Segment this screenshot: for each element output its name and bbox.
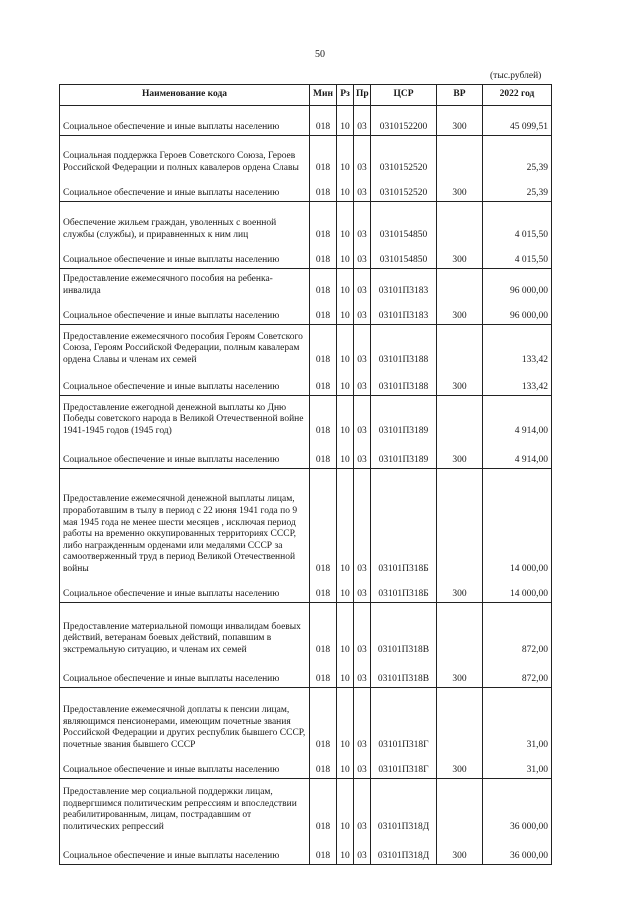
table-row (60, 658, 552, 688)
cell-vr (437, 202, 483, 243)
cell-vr (437, 269, 483, 299)
cell-min: 018 (310, 577, 337, 603)
cell-name: Социальное обеспечение и иные выплаты населению (60, 439, 310, 469)
header-pr: Пр (354, 85, 371, 106)
cell-min: 018 (310, 106, 337, 136)
cell-min: 018 (310, 396, 337, 439)
cell-pr: 03 (354, 106, 371, 136)
header-year: 2022 год (483, 85, 552, 106)
table-row (60, 299, 552, 325)
cell-min: 018 (310, 439, 337, 469)
cell-rz: 10 (337, 603, 354, 658)
cell-name: Социальное обеспечение и иные выплаты населению (60, 176, 310, 202)
cell-pr: 03 (354, 439, 371, 469)
cell-vr: 300 (437, 835, 483, 865)
table-header-row (60, 85, 552, 106)
cell-pr: 03 (354, 658, 371, 688)
table-row (60, 835, 552, 865)
cell-csr: 03101П3188 (371, 325, 437, 368)
cell-csr: 03101П3188 (371, 368, 437, 396)
cell-csr: 03101П3183 (371, 269, 437, 299)
table-row (60, 202, 552, 243)
cell-sum: 96 000,00 (483, 269, 552, 299)
header-name: Наименование кода (60, 85, 310, 106)
cell-rz: 10 (337, 835, 354, 865)
cell-min: 018 (310, 835, 337, 865)
cell-rz: 10 (337, 439, 354, 469)
cell-min: 018 (310, 688, 337, 753)
cell-rz: 10 (337, 779, 354, 835)
table-row (60, 176, 552, 202)
cell-csr: 0310154850 (371, 243, 437, 269)
cell-name: Социальное обеспечение и иные выплаты населению (60, 577, 310, 603)
cell-min: 018 (310, 603, 337, 658)
cell-name: Предоставление ежегодной денежной выплаты ко Дню Победы советского народа в Великой Отечественной войне 1941-1945 годов (1945 год) (60, 396, 310, 439)
cell-vr (437, 396, 483, 439)
cell-min: 018 (310, 269, 337, 299)
cell-name: Обеспечение жильем граждан, уволенных с военной службы (службы), и приравненных к ним лиц (60, 202, 310, 243)
cell-min: 018 (310, 299, 337, 325)
cell-name: Социальное обеспечение и иные выплаты населению (60, 106, 310, 136)
cell-sum: 4 914,00 (483, 396, 552, 439)
cell-sum: 14 000,00 (483, 577, 552, 603)
table-row (60, 603, 552, 658)
cell-name: Предоставление ежемесячной доплаты к пенсии лицам, являющимся пенсионерами, имеющим почетные звания Российской Федерации и других республик бывшего СССР, почетные звания бывшего СССР (60, 688, 310, 753)
cell-min: 018 (310, 325, 337, 368)
cell-rz: 10 (337, 136, 354, 176)
cell-pr: 03 (354, 835, 371, 865)
cell-sum: 36 000,00 (483, 779, 552, 835)
cell-min: 018 (310, 658, 337, 688)
cell-min: 018 (310, 469, 337, 577)
header-vr: ВР (437, 85, 483, 106)
cell-pr: 03 (354, 603, 371, 658)
cell-rz: 10 (337, 202, 354, 243)
cell-name: Социальное обеспечение и иные выплаты населению (60, 299, 310, 325)
cell-vr: 300 (437, 106, 483, 136)
units-label: (тыс.рублей) (490, 71, 542, 81)
cell-sum: 872,00 (483, 658, 552, 688)
table-row (60, 106, 552, 136)
cell-sum: 4 914,00 (483, 439, 552, 469)
cell-pr: 03 (354, 202, 371, 243)
cell-vr: 300 (437, 753, 483, 779)
cell-csr: 03101П318Б (371, 469, 437, 577)
cell-csr: 03101П318Д (371, 835, 437, 865)
cell-rz: 10 (337, 688, 354, 753)
cell-csr: 03101П3189 (371, 396, 437, 439)
cell-min: 018 (310, 753, 337, 779)
cell-name: Социальное обеспечение и иные выплаты населению (60, 658, 310, 688)
table-row (60, 136, 552, 176)
cell-min: 018 (310, 779, 337, 835)
cell-vr (437, 469, 483, 577)
cell-sum: 872,00 (483, 603, 552, 658)
table-row (60, 368, 552, 396)
page-number: 50 (315, 49, 325, 60)
header-rz: Рз (337, 85, 354, 106)
cell-rz: 10 (337, 243, 354, 269)
cell-name: Социальное обеспечение и иные выплаты населению (60, 753, 310, 779)
cell-csr: 03101П318В (371, 658, 437, 688)
cell-sum: 45 099,51 (483, 106, 552, 136)
cell-name: Предоставление ежемесячного пособия Героям Советского Союза, Героям Российской Федерации, полным кавалерам ордена Славы и членам их семей (60, 325, 310, 368)
table-row (60, 325, 552, 368)
cell-csr: 03101П318Д (371, 779, 437, 835)
cell-rz: 10 (337, 658, 354, 688)
table-row (60, 469, 552, 577)
cell-sum: 31,00 (483, 688, 552, 753)
cell-pr: 03 (354, 577, 371, 603)
cell-pr: 03 (354, 243, 371, 269)
cell-name: Социальное обеспечение и иные выплаты населению (60, 243, 310, 269)
table-row (60, 577, 552, 603)
cell-name: Предоставление материальной помощи инвалидам боевых действий, ветеранам боевых действий, попавшим в экстремальную ситуацию, и членам их семей (60, 603, 310, 658)
cell-name: Социальное обеспечение и иные выплаты населению (60, 835, 310, 865)
cell-sum: 36 000,00 (483, 835, 552, 865)
cell-rz: 10 (337, 269, 354, 299)
cell-min: 018 (310, 243, 337, 269)
cell-sum: 133,42 (483, 368, 552, 396)
cell-pr: 03 (354, 396, 371, 439)
cell-csr: 03101П318Б (371, 577, 437, 603)
cell-vr (437, 136, 483, 176)
cell-rz: 10 (337, 577, 354, 603)
cell-pr: 03 (354, 779, 371, 835)
cell-pr: 03 (354, 325, 371, 368)
table-row (60, 753, 552, 779)
header-min: Мин (310, 85, 337, 106)
cell-sum: 133,42 (483, 325, 552, 368)
cell-min: 018 (310, 368, 337, 396)
cell-rz: 10 (337, 753, 354, 779)
cell-csr: 0310152520 (371, 176, 437, 202)
table-row (60, 439, 552, 469)
cell-pr: 03 (354, 176, 371, 202)
cell-name: Предоставление ежемесячного пособия на ребенка-инвалида (60, 269, 310, 299)
cell-rz: 10 (337, 299, 354, 325)
cell-sum: 4 015,50 (483, 243, 552, 269)
table-row (60, 779, 552, 835)
cell-sum: 4 015,50 (483, 202, 552, 243)
cell-vr (437, 688, 483, 753)
cell-pr: 03 (354, 469, 371, 577)
cell-name: Предоставление ежемесячной денежной выплаты лицам, проработавшим в тылу в период с 22 июня 1941 года по 9 мая 1945 года не менее шести месяцев , исключая период работы на временно оккупированных территориях СССР, либо награжденным орденами или медалями СССР за самоотверженный труд в период Великой Отечественной войны (60, 469, 310, 577)
cell-pr: 03 (354, 136, 371, 176)
cell-vr: 300 (437, 368, 483, 396)
cell-sum: 25,39 (483, 176, 552, 202)
cell-rz: 10 (337, 396, 354, 439)
cell-min: 018 (310, 136, 337, 176)
cell-csr: 0310152200 (371, 106, 437, 136)
cell-name: Предоставление мер социальной поддержки лицам, подвергшимся политическим репрессиям и впоследствии реабилитированным, лицам, пострадавшим от политических репрессий (60, 779, 310, 835)
cell-vr: 300 (437, 439, 483, 469)
cell-sum: 31,00 (483, 753, 552, 779)
cell-vr: 300 (437, 243, 483, 269)
cell-csr: 03101П3183 (371, 299, 437, 325)
cell-vr: 300 (437, 176, 483, 202)
header-csr: ЦСР (371, 85, 437, 106)
cell-pr: 03 (354, 753, 371, 779)
table-row (60, 243, 552, 269)
cell-rz: 10 (337, 106, 354, 136)
cell-pr: 03 (354, 269, 371, 299)
cell-vr: 300 (437, 577, 483, 603)
cell-pr: 03 (354, 688, 371, 753)
cell-rz: 10 (337, 176, 354, 202)
cell-sum: 25,39 (483, 136, 552, 176)
budget-table (59, 84, 552, 865)
cell-csr: 03101П318Г (371, 753, 437, 779)
cell-rz: 10 (337, 368, 354, 396)
cell-vr (437, 779, 483, 835)
cell-sum: 96 000,00 (483, 299, 552, 325)
table-row (60, 688, 552, 753)
cell-csr: 0310154850 (371, 202, 437, 243)
cell-min: 018 (310, 176, 337, 202)
cell-vr: 300 (437, 299, 483, 325)
cell-vr: 300 (437, 658, 483, 688)
cell-rz: 10 (337, 325, 354, 368)
table-row (60, 396, 552, 439)
table-row (60, 269, 552, 299)
cell-pr: 03 (354, 368, 371, 396)
cell-min: 018 (310, 202, 337, 243)
cell-csr: 03101П3189 (371, 439, 437, 469)
cell-name: Социальное обеспечение и иные выплаты населению (60, 368, 310, 396)
cell-vr (437, 325, 483, 368)
cell-sum: 14 000,00 (483, 469, 552, 577)
cell-csr: 03101П318Г (371, 688, 437, 753)
cell-pr: 03 (354, 299, 371, 325)
cell-csr: 0310152520 (371, 136, 437, 176)
cell-csr: 03101П318В (371, 603, 437, 658)
cell-name: Социальная поддержка Героев Советского Союза, Героев Российской Федерации и полных кавалеров ордена Славы (60, 136, 310, 176)
cell-vr (437, 603, 483, 658)
cell-rz: 10 (337, 469, 354, 577)
